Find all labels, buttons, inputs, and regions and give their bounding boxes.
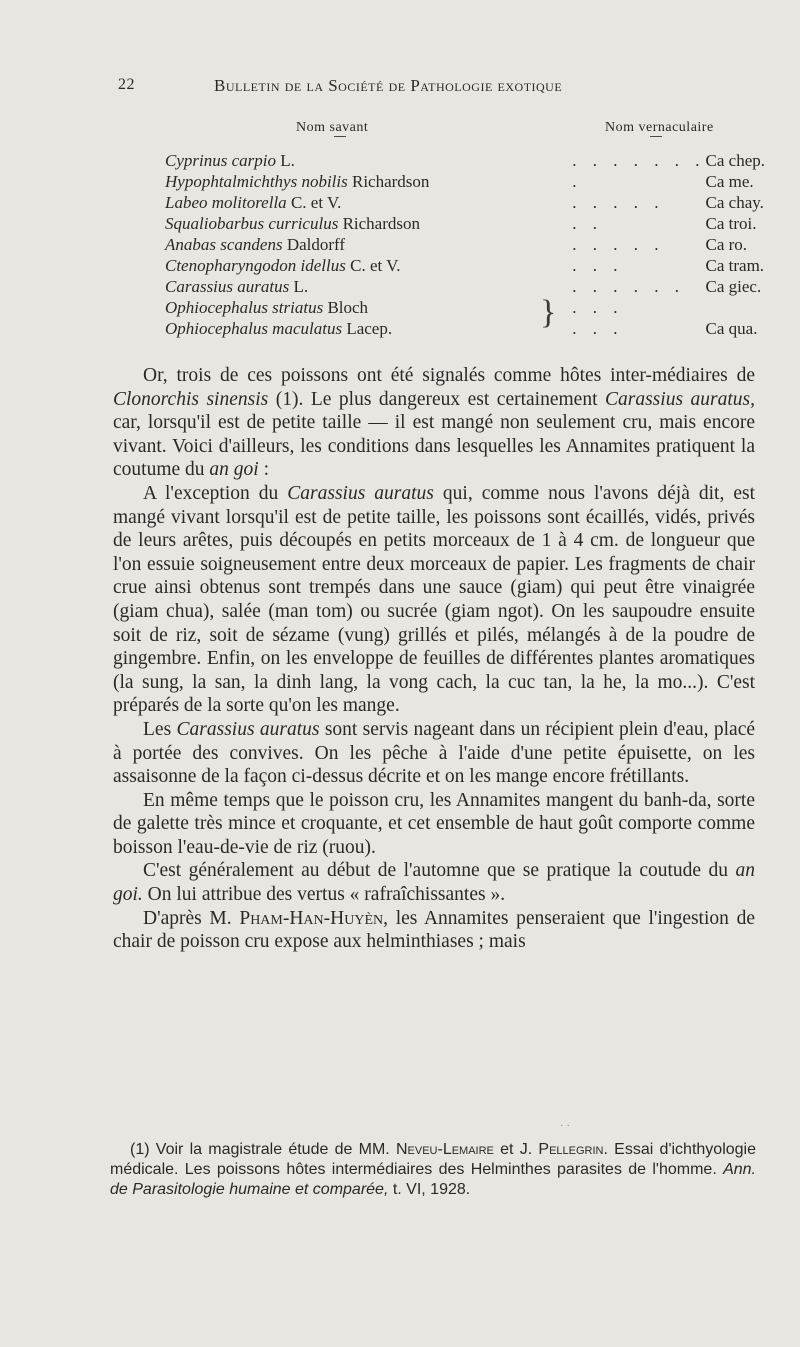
body-text [113,364,755,954]
leader-dots: . . [572,214,604,233]
species-author: Richardson [351,172,430,191]
leader-dots: . . . . . . [572,277,686,296]
species-name: Hypophtalmichthys nobilis [165,172,348,191]
species-name: Ctenopharyngodon idellus [165,256,346,275]
text-run: et J. [493,1141,539,1158]
species-row [165,255,765,276]
paragraph [113,482,755,718]
leader-dots: . . . [572,298,624,317]
footnote-separator: · · [560,1120,571,1132]
leader-dots: . . . [572,319,624,338]
author-name: Neveu-Lemaire [395,1141,494,1158]
scientific-name-cell [165,318,572,339]
species-row [165,234,765,255]
species-author: C. et V. [350,256,401,275]
text-run: : [258,459,269,481]
text-run: car, lorsqu'il est de petite taille — il est mangé non seulement cru, mais encore vivant. Voici d'ailleurs, les conditions dans lesquelles les Annamites pratiquent la coutume du [113,412,755,481]
text-run: t. VI, 1928. [388,1181,471,1198]
vernacular-name-cell: Ca giec. [705,277,762,296]
vernacular-name-cell: Ca qua. [705,319,758,338]
species-row [165,150,765,171]
leader-dots: . . . . . [572,193,665,212]
text-run: D'après M. [143,907,240,929]
paragraph [113,907,755,954]
vernacular-name-cell: Ca chay. [705,193,764,212]
text-run: , les Annamites penseraient que l'ingestion de chair de poisson cru expose aux helminthiases ; mais [113,907,755,953]
text-run: . Essai d'ichthyologie médicale. Les poissons hôtes intermédiaires des Helminthes parasites de l'homme. [110,1141,756,1178]
term: an goi. [113,860,755,906]
species-row [165,318,765,339]
column-dash [334,136,346,137]
species-author: L. [293,277,309,296]
species-author: Lacep. [346,319,393,338]
species-row [165,171,765,192]
text-run: (1) Voir la magistrale étude de MM. [130,1141,396,1158]
leader-dots: . . . [572,256,624,275]
species-row [165,213,765,234]
scientific-name-cell [165,297,572,318]
vernacular-name-cell: Ca me. [705,172,754,191]
scientific-name-cell [165,234,572,255]
species-name: Carassius auratus [176,718,320,740]
scientific-name-cell [165,171,572,192]
species-author: Richardson [342,214,420,233]
text-run: Les [143,718,177,740]
species-name: Carassius auratus [287,482,434,504]
text-run: C'est généralement au début de l'automne que se pratique la coutude du [143,860,736,882]
column-header-scientific: Nom savant [296,120,369,135]
leader-dots: . [572,172,583,191]
vernacular-name-cell: Ca tram. [705,256,765,275]
species-table [165,150,765,339]
species-author: Bloch [327,298,369,317]
brace-symbol: } [540,294,557,331]
footnote-text [110,1140,756,1200]
species-name: Carassius auratus [165,277,290,296]
species-row [165,192,765,213]
column-dash [650,136,662,137]
text-run: On lui attribue des vertus « rafraîchissantes ». [142,884,506,906]
paragraph [113,859,755,906]
species-name: Cyprinus carpio [165,151,276,170]
journal-title: Bulletin de la Société de Pathologie exotique [214,76,563,95]
scientific-name-cell [165,213,572,234]
species-name: Ophiocephalus striatus [165,298,324,317]
species-row [165,297,765,318]
species-name: Clonorchis sinensis [113,388,269,410]
vernacular-name-cell [706,297,765,318]
scientific-name-cell [165,192,572,213]
vernacular-name-cell: Ca chep. [705,151,765,170]
species-author: C. et V. [290,193,342,212]
scientific-name-cell [165,276,572,297]
paragraph: En même temps que le poisson cru, les Annamites mangent du banh-da, sorte de galette très mince et croquante, et cet ensemble de haut goût comporte comme boisson l'eau-de-vie de riz (ruou). [113,789,755,858]
page-number: 22 [118,76,135,93]
vernacular-name-cell: Ca troi. [705,214,757,233]
text-run: (1). Le plus dangereux est certainement [268,388,605,410]
leader-dots: . . . . . . . [572,151,706,170]
species-name: Anabas scandens [165,235,283,254]
vernacular-name-cell: Ca ro. [705,235,748,254]
species-author: Daldorff [286,235,346,254]
species-author: L. [280,151,295,170]
text-run: A l'exception du [143,482,288,504]
text-run: Or, trois de ces poissons ont été signalés comme hôtes inter-médiaires de [143,365,755,386]
text-run: sont servis nageant dans un récipient plein d'eau, placé à portée des convives. On les pêche à l'aide d'une petite épuisette, on les assaisonne de la façon ci-dessus décrite et on les mange encore frétillants. [113,718,756,788]
leader-dots: . . . . . [572,235,665,254]
scientific-name-cell [165,150,572,171]
species-row [165,276,765,297]
term: an goi [209,459,259,481]
species-name: Carassius auratus, [605,388,756,410]
footnote [110,1140,756,1200]
column-header-vernacular: Nom vernaculaire [605,120,714,135]
species-name: Labeo molitorella [165,193,287,212]
paragraph [113,718,755,789]
species-name: Ophiocephalus maculatus [165,319,343,338]
paragraph [113,364,755,482]
journal-reference: Ann. de Parasitologie humaine et comparée, [110,1161,756,1198]
author-name: Pellegrin [538,1141,604,1158]
text-run: qui, comme nous l'avons déjà dit, est mangé vivant lorsqu'il est de petite taille, les poissons sont écaillés, vidés, privés de leurs arêtes, puis découpés en petits morceaux de 1 à 4 cm. de longueur que l'on essuie soigneusement entre deux morceaux de papier. Les fragments de chair crue ainsi obtenus sont trempés dans une sauce (giam) qui peut être vinaigrée (giam chua), salée (man tom) ou sucrée (giam ngot). On les saupoudre ensuite soit de riz, soit de sézame (vung) grillés et pilés, mélangés à de la poudre de gingembre. Enfin, on les enveloppe de feuilles de différentes plantes aromatiques (la sung, la san, la dinh lang, la vong cach, la cuc tan, la he, la mo...). C'est préparés de la sorte qu'on les mange. [113,482,755,717]
species-name: Squaliobarbus curriculus [165,214,339,233]
author-name: Pham-Han-Huyèn [239,907,384,929]
scientific-name-cell [165,255,572,276]
